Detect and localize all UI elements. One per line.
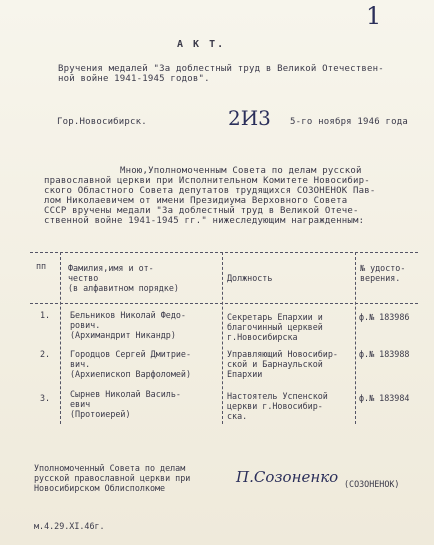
row-position: церкви г.Новосибир- [227,401,323,411]
table-header-rule [30,303,418,304]
row-cert: ф.№ 183984 [359,393,410,403]
header-num: пп [36,261,47,271]
row-position: Секретарь Епархии и [227,312,323,322]
row-name: (Архиепископ Варфоломей) [70,369,192,379]
subtitle-line-1: Вручения медалей "За доблестный труд в Великой Отечествен- [58,64,384,74]
header-position: Должность [227,273,273,283]
body-line: ского Областного Совета депутатов трудящихся СОЗОНЕНОК Пав- [44,186,376,196]
body-line: православной церкви при Исполнительном Комитете Новосибир- [44,176,370,186]
row-cert: ф.№ 183988 [359,349,410,359]
table-top-rule [30,252,418,253]
signer-title: Новосибирском Облисполкоме [34,483,166,493]
row-name: вич. [70,359,91,369]
row-name: (Архимандрит Никандр) [70,330,176,340]
subtitle-line-2: ной войне 1941-1945 годов". [58,74,210,84]
row-position: г.Новосибирска [227,332,298,342]
row-name: Бельников Николай Федо- [70,310,186,320]
header-name: чество [68,273,99,283]
row-name: Городцов Сергей Дмитрие- [70,349,192,359]
row-position: Епархии [227,369,263,379]
row-position: благочинный церквей [227,322,323,332]
footer-mark: м.4.29.XI.46г. [34,521,105,531]
table-col-divider [222,252,223,424]
table-col-divider [60,252,61,424]
body-line: ственной войне 1941-1945 гг." нижеследующим награжденным: [44,216,365,226]
row-num: 3. [40,393,51,403]
row-num: 1. [40,310,51,320]
table-col-divider [355,252,356,424]
row-name: евич [70,399,91,409]
row-cert: ф.№ 183986 [359,312,410,322]
row-num: 2. [40,349,51,359]
page-number: 1 [366,2,382,30]
signer-name: (СОЗОНЕНОК) [344,479,400,489]
document-title: А К Т. [177,39,226,50]
place: Гор.Новосибирск. [57,117,147,127]
row-position: Настоятель Успенской [227,391,328,401]
header-cert: верения. [360,273,401,283]
header-name: (в алфавитном порядке) [68,283,179,293]
header-name: Фамилия,имя и от- [68,263,154,273]
handwritten-number: 2И3 [228,106,271,130]
header-cert: № удосто- [360,263,406,273]
handwritten-signature: П.Созоненко [236,468,339,486]
row-name: (Протоиерей) [70,409,131,419]
body-line: СССР вручены медали "За доблестный труд в Великой Отече- [44,206,359,216]
row-position: ска. [227,411,248,421]
row-position: Управляющий Новосибир- [227,349,338,359]
body-line: лом Николаевичем от имени Президиума Верховного Совета [44,196,348,206]
row-position: ской и Барнаульской [227,359,323,369]
body-line: Мною,Уполномоченным Совета по делам русской [120,166,362,176]
signer-title: русской православной церкви при [34,473,191,483]
row-name: рович. [70,320,101,330]
document-date: 5-го ноября 1946 года [290,117,408,127]
signer-title: Уполномоченный Совета по делам [34,463,186,473]
row-name: Сырнев Николай Василь- [70,389,181,399]
